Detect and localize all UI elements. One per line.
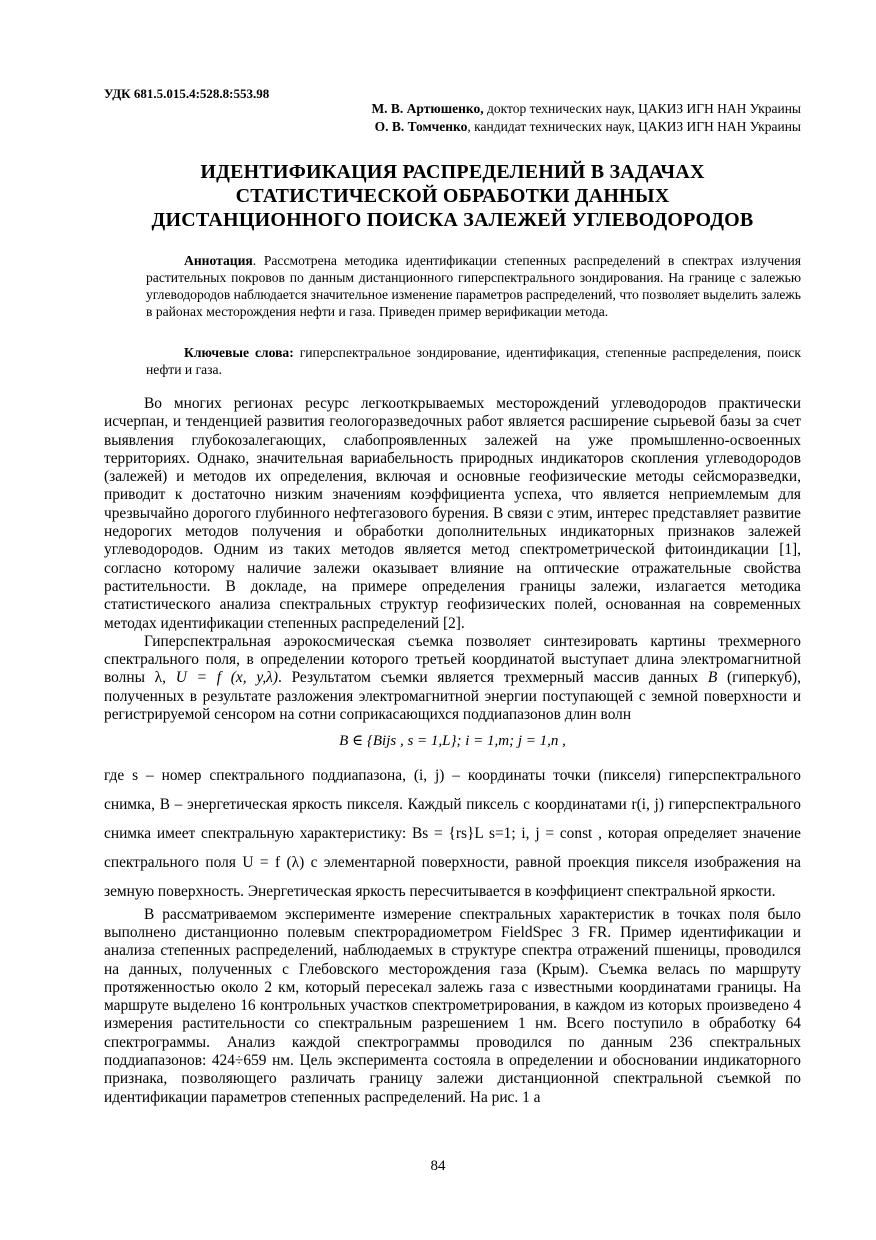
- paragraph-text: (гиперкуб), полученных в результате разложения электромагнитной энергии поступающей с земной поверхности и регистрируемой сенсором на сотни соприкасающихся поддиапазонов длин волн: [104, 669, 801, 724]
- abstract-label: Аннотация: [184, 253, 253, 268]
- author-affiliation: , кандидат технических наук, ЦАКИЗ ИГН НАН Украины: [467, 119, 801, 134]
- paragraph: [104, 633, 801, 724]
- paragraph-text: . Результатом съемки является трехмерный массив данных: [277, 669, 699, 687]
- title-line: ДИСТАНЦИОННОГО ПОИСКА ЗАЛЕЖЕЙ УГЛЕВОДОРОДОВ: [151, 209, 754, 231]
- title-line: СТАТИСТИЧЕСКОЙ ОБРАБОТКИ ДАННЫХ: [235, 185, 670, 207]
- paragraph-text: Гиперспектральная аэрокосмическая съемка позволяет синтезировать картины трехмерного спектрального поля, в определении которого третьей координатой выступает длина электромагнитной волны λ,: [104, 632, 801, 687]
- keywords-label: Ключевые слова:: [184, 345, 294, 360]
- author-line: [371, 100, 801, 118]
- body-text: [104, 395, 801, 1107]
- authors-block: [371, 100, 801, 136]
- inline-formula: U = f (x, y,λ): [175, 669, 278, 687]
- author-name: М. В. Артюшенко,: [371, 101, 484, 116]
- paper-title: [104, 160, 801, 232]
- udk-code: УДК 681.5.015.4:528.8:553.98: [104, 86, 270, 101]
- keywords-text: гиперспектральное зондирование, идентификация, степенные распределения, поиск нефти и газа.: [146, 345, 801, 377]
- paragraph: В рассматриваемом эксперименте измерение спектральных характеристик в точках поля было выполнено дистанционно полевым спектрорадиометром FieldSpec 3 FR. Пример идентификации и анализа степенных распределений, наблюдаемых в структуре спектра отражений пшеницы, проводился на данных, полученных с Глебовского месторождения газа (Крым). Съемка велась по маршруту протяженностью около 2 км, который пересекал залежь газа с известными координатами границы. На маршруте выделено 16 контрольных участков спектрометрирования, в каждом из которых произведено 4 измерения растительности со спектральным разрешением 1 нм. Всего поступило в обработку 64 спектрограммы. Анализ каждой спектрограммы проводился по данным 236 спектральных поддиапазонов: 424÷659 нм. Цель эксперимента состояла в определении и обосновании индикаторного признака, позволяющего различать границу залежи дистанционной спектральной съемкой по идентификации параметров степенных распределений. На рис. 1 а: [104, 905, 801, 1106]
- paragraph: где s – номер спектрального поддиапазона, (i, j) – координаты точки (пикселя) гиперспектрального снимка, B – энергетическая яркость пикселя. Каждый пиксель с координатами r(i, j) гиперспектрального снимка имеет спектральную характеристику: Bs = {rs}L s=1; i, j = const , которая определяет значение спектрального поля U = f (λ) с элементарной поверхности, равной проекция пикселя изображения на земную поверхность. Энергетическая яркость пересчитывается в коэффициент спектральной яркости.: [104, 766, 801, 900]
- abstract-text: . Рассмотрена методика идентификации степенных распределений в спектрах излучения растительных покровов по данным дистанционного гиперспектрального зондирования. На границе с залежью углеводородов наблюдается значительное изменение параметров распределений, что позволяет выделить залежь в районах месторождения нефти и газа. Приведен пример верификации метода.: [146, 253, 801, 319]
- author-line: [371, 118, 801, 136]
- abstract: [146, 252, 801, 320]
- author-name: О. В. Томченко: [374, 119, 468, 134]
- inline-symbol: B: [707, 669, 718, 687]
- paragraph: Во многих регионах ресурс легкооткрываемых месторождений углеводородов практически исчерпан, и тенденцией развития геологоразведочных работ является расширение сырьевой базы за счет выявления глубокозалегающих, слабопроявленных залежей на уже промышленно-освоенных территориях. Однако, значительная вариабельность природных индикаторов скопления углеводородов (залежей) и методов их определения, включая и основные геофизические методы сейсморазведки, приводит к достаточно низким значениям коэффициента успеха, что является неприемлемым для чрезвычайно дорогого глубинного нефтегазового бурения. В связи с этим, интерес представляет развитие недорогих методов получения и обработки дополнительных индикаторных признаков залежей углеводородов. Одним из таких методов является метод спектрометрической фитоиндикации [1], согласно которому наличие залежи оказывает влияние на оптические отражательные свойства растительности. В докладе, на примере определения границы залежи, излагается методика статистического анализа спектральных структур геофизических полей, основанная на современных методах идентификации степенных распределений [2].: [104, 395, 801, 632]
- display-formula: B ∈ {Bijs , s = 1,L}; i = 1,m; j = 1,n ,: [339, 733, 566, 750]
- author-affiliation: доктор технических наук, ЦАКИЗ ИГН НАН Украины: [483, 101, 801, 116]
- keywords: [146, 344, 801, 378]
- page-number: 84: [430, 1158, 446, 1174]
- title-line: ИДЕНТИФИКАЦИЯ РАСПРЕДЕЛЕНИЙ В ЗАДАЧАХ: [200, 161, 705, 183]
